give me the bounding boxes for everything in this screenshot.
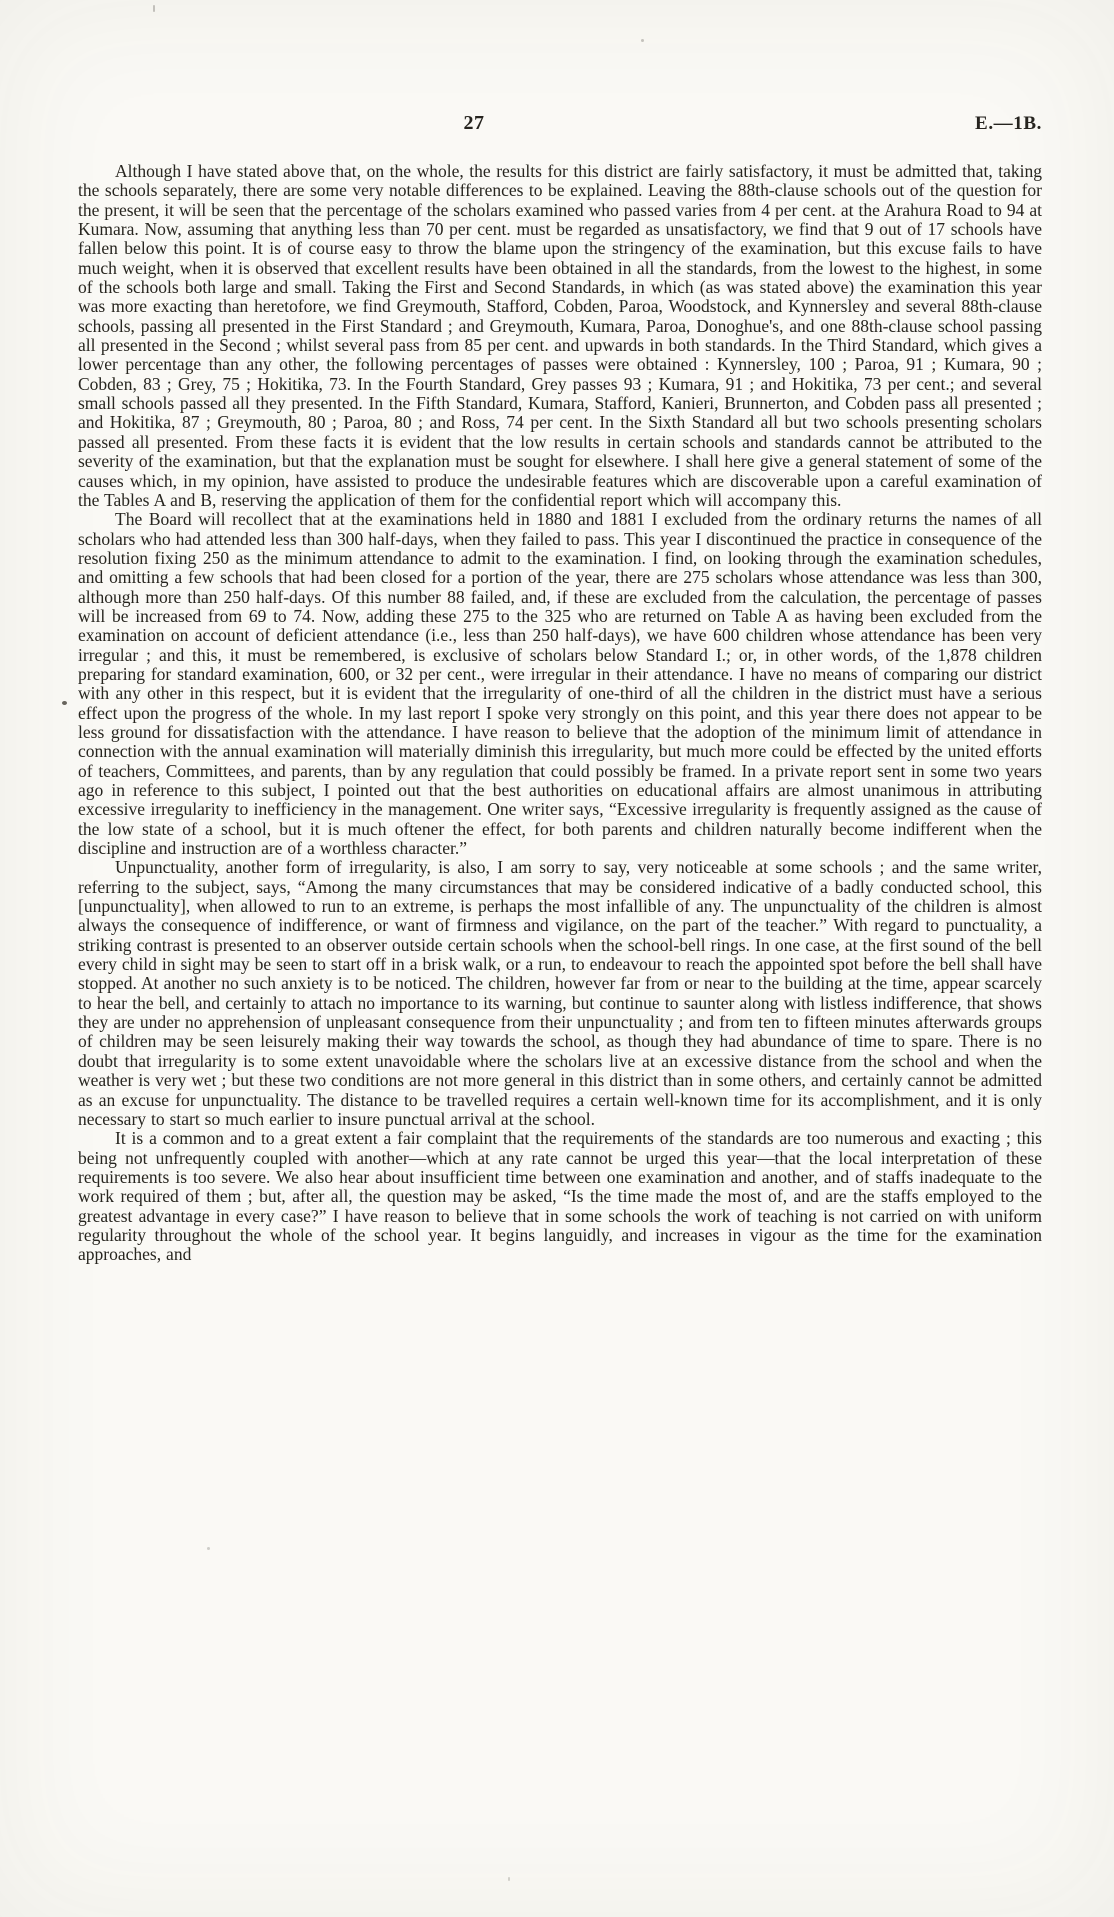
document-reference: E.—1B. (975, 113, 1042, 134)
paragraph-attendance: The Board will recollect that at the examinations held in 1880 and 1881 I excluded from the ordinary returns the names of all scholars who had attended less than 300 half-days, when they failed to pass. This year I discontinued the practice in consequence of the resolution fixing 250 as the minimum attendance to admit to the examination. I find, on looking through the examination schedules, and omitting a few schools that had been closed for a portion of the year, there are 275 scholars whose attendance was less than 300, although more than 250 half-days. Of this number 88 failed, and, if these are excluded from the calculation, the percentage of passes will be increased from 69 to 74. Now, adding these 275 to the 325 who are returned on Table A as having been excluded from the examination on account of deficient attendance (i.e., less than 250 half-days), we have 600 children whose attendance has been very irregular ; and this, it must be remembered, is exclusive of scholars below Standard I.; or, in other words, of the 1,878 children preparing for standard examination, 600, or 32 per cent., were irregular in their attendance. I have no means of comparing our district with any other in this respect, but it is evident that the irregularity of one-third of all the children in the district must have a serious effect upon the progress of the whole. In my last report I spoke very strongly on this point, and this year there does not appear to be less ground for dissatisfaction with the attendance. I have reason to believe that the adoption of the minimum limit of attendance in connection with the annual examination will materially diminish this irregularity, but much more could be effected by the united efforts of teachers, Committees, and parents, than by any regulation that could possibly be framed. In a private report sent in some two years ago in reference to this subject, I pointed out that the best authorities on educational affairs are almost unanimous in attributing excessive irregularity to inefficiency in the management. One writer says, “Excessive irregularity is frequently assigned as the cause of the low state of a school, but it is much oftener the effect, for both parents and children naturally become indifferent when the discipline and instruction are of a worthless character.” (78, 509, 1042, 859)
paragraph-results-summary: Although I have stated above that, on the whole, the results for this district are fairly satisfactory, it must be admitted that, taking the schools separately, there are some very notable differences to be explained. Leaving the 88th-clause schools out of the question for the present, it will be seen that the percentage of the scholars examined who passed varies from 4 per cent. at the Arahura Road to 94 at Kumara. Now, assuming that anything less than 70 per cent. must be regarded as unsatisfactory, we find that 9 out of 17 schools have fallen below this point. It is of course easy to throw the blame upon the stringency of the examination, but this excuse fails to have much weight, when it is observed that excellent results have been obtained in all the standards, from the lowest to the highest, in some of the schools both large and small. Taking the First and Second Standards, in which (as was stated above) the examination this year was more exacting than heretofore, we find Greymouth, Stafford, Cobden, Paroa, Woodstock, and Kynnersley and several 88th-clause schools, passing all presented in the First Standard ; and Greymouth, Kumara, Paroa, Donoghue's, and one 88th-clause school passing all presented in the Second ; whilst several pass from 85 per cent. and upwards in both standards. In the Third Standard, which gives a lower percentage than any other, the following percentages of passes were obtained : Kynnersley, 100 ; Paroa, 91 ; Kumara, 90 ; Cobden, 83 ; Grey, 75 ; Hokitika, 73. In the Fourth Standard, Grey passes 93 ; Kumara, 91 ; and Hokitika, 73 per cent.; and several small schools passed all they presented. In the Fifth Standard, Kumara, Stafford, Kanieri, Brunnerton, and Cobden pass all presented ; and Hokitika, 87 ; Greymouth, 80 ; Paroa, 80 ; and Ross, 74 per cent. In the Sixth Standard all but two schools presenting scholars passed all presented. From these facts it is evident that the low results in certain schools and standards cannot be attributed to the severity of the examination, but that the explanation must be sought for elsewhere. I shall here give a general statement of some of the causes which, in my opinion, have assisted to produce the undesirable features which are discoverable upon a careful examination of the Tables A and B, reserving the application of them for the confidential report which will accompany this. (78, 161, 1042, 510)
scan-speck (207, 1547, 210, 1550)
paragraph-standards-complaint: It is a common and to a great extent a fair complaint that the requirements of the standards are too numerous and exacting ; this being not unfrequently coupled with another—which at any rate cannot be urged this year—that the local interpretation of these requirements is too severe. We also hear about insufficient time between one examination and another, and of staffs inadequate to the work required of them ; but, after all, the question may be asked, “Is the time made the most of, and are the staffs employed to the greatest advantage in every case?” I have reason to believe that in some schools the work of teaching is not carried on with uniform regularity throughout the whole of the school year. It begins languidly, and increases in vigour as the time for the examination approaches, and (78, 1128, 1042, 1265)
page-number: 27 (463, 112, 485, 134)
paragraph-unpunctuality: Unpunctuality, another form of irregularity, is also, I am sorry to say, very noticeable at some schools ; and the same writer, referring to the subject, says, “Among the many circumstances that may be considered indicative of a badly conducted school, this [unpunctuality], when allowed to run to an extreme, is perhaps the most infallible of any. The unpunctuality of the children is almost always the consequence of indifference, or want of firmness and vigilance, on the part of the teacher.” With regard to punctuality, a striking contrast is presented to an observer outside certain schools when the school-bell rings. In one case, at the first sound of the bell every child in sight may be seen to start off in a brisk walk, or a run, to endeavour to reach the appointed spot before the bell shall have stopped. At another no such anxiety is to be noticed. The children, however far from or near to the building at the time, appear scarcely to hear the bell, and certainly to attach no importance to its warning, but continue to saunter along with listless indifference, that shows they are under no apprehension of unpleasant consequence from their unpunctuality ; and from ten to fifteen minutes afterwards groups of children may be seen leisurely making their way towards the school, as though they had abundance of time to spare. There is no doubt that irregularity is to some extent unavoidable where the scholars live at an excessive distance from the school and when the weather is very wet ; but these two conditions are not more general in this district than in some others, and certainly cannot be admitted as an excuse for unpunctuality. The distance to be travelled requires a certain well-known time for its accomplishment, and it is only necessary to start so much earlier to insure punctual arrival at the school. (78, 857, 1042, 1129)
scan-speck (153, 5, 155, 12)
page-header (78, 112, 1042, 135)
document-body (78, 162, 1042, 1265)
scan-speck (641, 39, 644, 42)
ink-speck (62, 701, 67, 705)
scan-speck (508, 1877, 510, 1881)
